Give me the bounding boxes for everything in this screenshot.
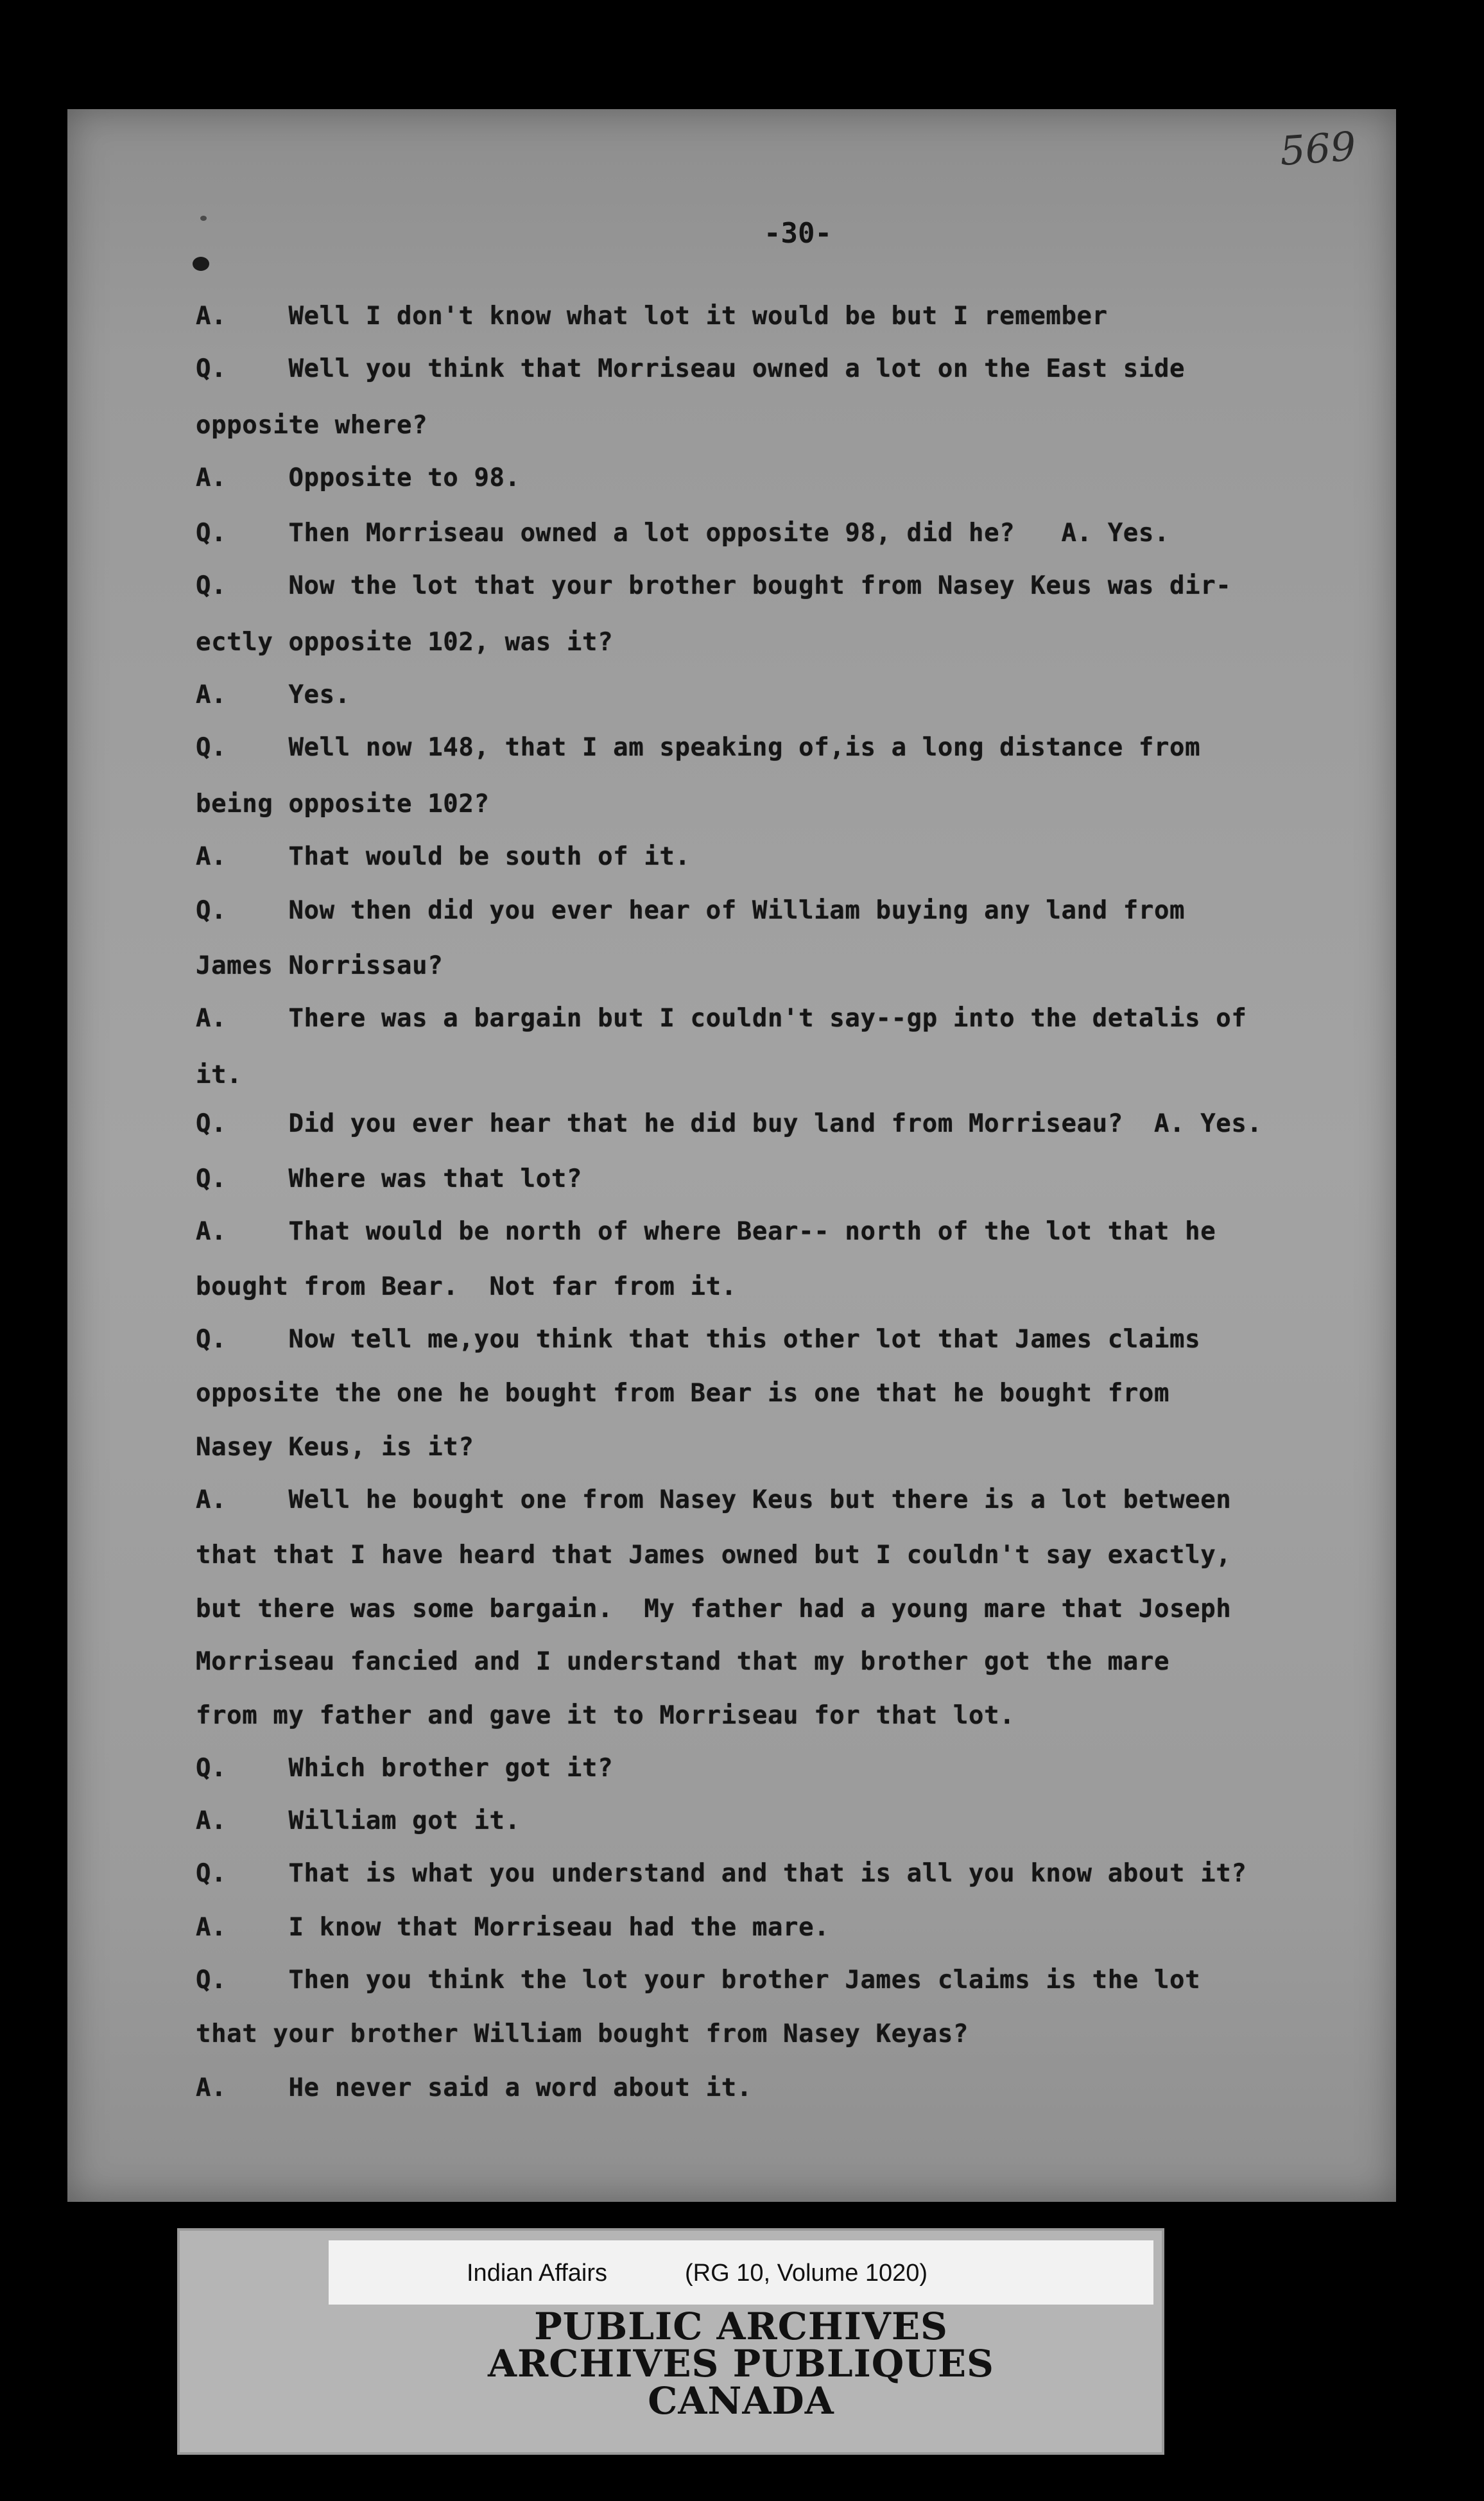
ink-speck — [200, 216, 207, 221]
transcript-line: from my father and gave it to Morriseau for that lot. — [196, 1701, 1015, 1730]
archive-folio-number: 569 — [1278, 122, 1358, 175]
transcript-line: Q. Now the lot that your brother bought from Nasey Keus was dir- — [196, 571, 1232, 600]
transcript-line: Q. Did you ever hear that he did buy land from Morriseau? A. Yes. — [196, 1109, 1263, 1138]
archive-label-card — [329, 2240, 1153, 2305]
stamp-line-english: PUBLIC ARCHIVES — [534, 2305, 948, 2348]
transcript-line: A. Well he bought one from Nasey Keus but there is a lot between — [196, 1485, 1232, 1514]
archives-stamp — [329, 2305, 1153, 2462]
transcript-line: bought from Bear. Not far from it. — [196, 1272, 737, 1301]
transcript-line: A. There was a bargain but I couldn't say--gp into the detalis of — [196, 1004, 1247, 1033]
transcript-line: A. He never said a word about it. — [196, 2073, 752, 2102]
transcript-line: it. — [196, 1060, 243, 1089]
transcript-line: being opposite 102? — [196, 790, 490, 818]
transcript-line: opposite the one he bought from Bear is one that he bought from — [196, 1379, 1170, 1408]
stamp-line-country: CANADA — [648, 2379, 834, 2423]
stamp-line-french: ARCHIVES PUBLIQUES — [488, 2342, 994, 2385]
page-number: -30- — [764, 217, 832, 250]
transcript-line: ectly opposite 102, was it? — [196, 628, 614, 657]
transcript-line: A. Well I don't know what lot it would be but I remember — [196, 302, 1108, 331]
transcript-line: Q. That is what you understand and that is all you know about it? — [196, 1859, 1247, 1888]
ink-blot — [193, 257, 209, 271]
transcript-line: opposite where? — [196, 411, 428, 440]
transcript-line: Q. Now then did you ever hear of William buying any land from — [196, 896, 1186, 925]
transcript-line: Q. Which brother got it? — [196, 1754, 614, 1783]
transcript-line: Q. Then Morriseau owned a lot opposite 98, did he? A. Yes. — [196, 519, 1170, 548]
transcript-line: Morriseau fancied and I understand that my brother got the mare — [196, 1647, 1170, 1676]
transcript-line: A. I know that Morriseau had the mare. — [196, 1913, 830, 1942]
reference-label: (RG 10, Volume 1020) — [685, 2260, 928, 2287]
transcript-line: that that I have heard that James owned but I couldn't say exactly, — [196, 1541, 1232, 1570]
transcript-line: but there was some bargain. My father had a young mare that Joseph — [196, 1595, 1232, 1623]
transcript-line: that your brother William bought from Nasey Keyas? — [196, 2020, 969, 2048]
transcript-line: Q. Well now 148, that I am speaking of,is a long distance from — [196, 733, 1201, 762]
transcript-line: Nasey Keus, is it? — [196, 1433, 474, 1462]
transcript-line: A. Yes. — [196, 680, 350, 709]
transcript-line: James Norrissau? — [196, 951, 444, 980]
transcript-line: Q. Then you think the lot your brother James claims is the lot — [196, 1966, 1201, 1995]
transcript-line: A. That would be north of where Bear-- north of the lot that he — [196, 1217, 1216, 1246]
transcript-line: A. That would be south of it. — [196, 842, 691, 871]
transcript-line: Q. Now tell me,you think that this other lot that James claims — [196, 1325, 1201, 1354]
transcript-line: A. Opposite to 98. — [196, 463, 521, 492]
department-label: Indian Affairs — [467, 2260, 608, 2287]
transcript-line: A. William got it. — [196, 1806, 521, 1835]
transcript-line: Q. Well you think that Morriseau owned a lot on the East side — [196, 354, 1186, 383]
transcript-line: Q. Where was that lot? — [196, 1164, 582, 1193]
